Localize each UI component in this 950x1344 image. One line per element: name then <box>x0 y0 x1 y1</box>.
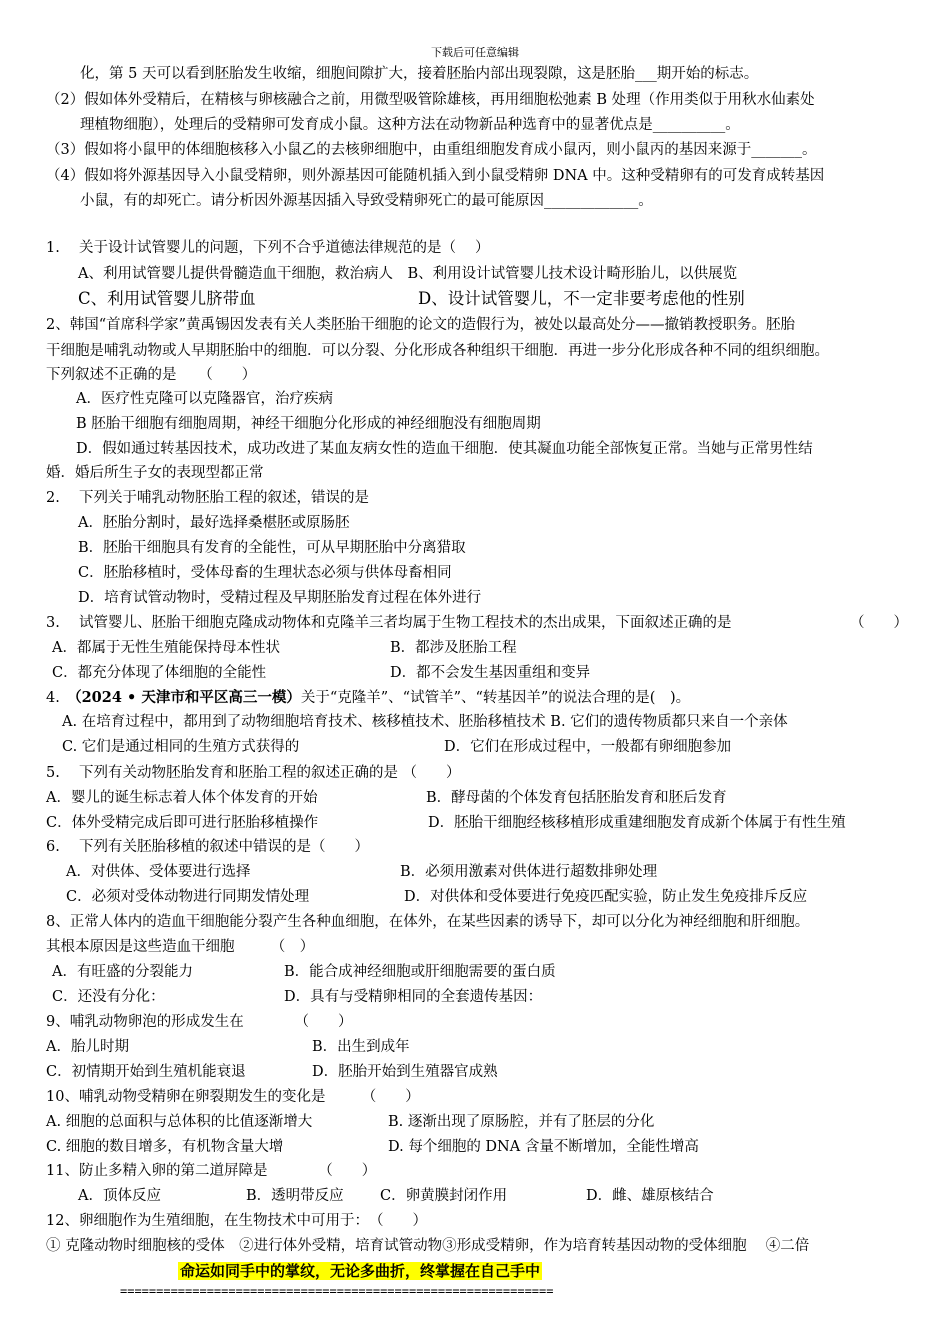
q3-stem: 3. 试管婴儿、胚胎干细胞克隆成动物体和克隆羊三者均属于生物工程技术的杰出成果，下面叙述正确的是 <box>46 615 732 631</box>
q9-option-b: B．出生到成年 <box>312 1039 410 1055</box>
q2a-option-b: B 胚胎干细胞有细胞周期，神经干细胞分化形成的神经细胞没有细胞周期 <box>76 416 541 432</box>
prev-line-2a: （2）假如体外受精后，在精核与卵核融合之前，用微型吸管除雄核，再用细胞松弛素 B 处理（作用类似于用秋水仙素处 <box>46 92 815 108</box>
q10-option-b: B. 逐渐出现了原肠腔，并有了胚层的分化 <box>388 1114 655 1130</box>
q9-option-a: A．胎儿时期 <box>46 1039 129 1055</box>
q3-option-b: B．都涉及胚胎工程 <box>390 640 517 656</box>
prev-line-1: 化，第 5 天可以看到胚胎发生收缩，细胞间隙扩大，接着胚胎内部出现裂隙，这是胚胎___期开始的标志。 <box>80 66 759 82</box>
q4-option-d: D．它们在形成过程中，一般都有卵细胞参加 <box>444 739 732 755</box>
q2a-option-d2: 婚．婚后所生子女的表现型都正常 <box>46 465 264 481</box>
q5-option-b: B．酵母菌的个体发育包括胚胎发育和胚后发育 <box>426 790 727 806</box>
q2b-option-c: C．胚胎移植时，受体母畜的生理状态必须与供体母畜相同 <box>78 565 452 581</box>
q1-stem: 1. 关于设计试管婴儿的问题，下列不合乎道德法律规范的是（ ） <box>46 240 490 256</box>
q2a-stem-3: 下列叙述不正确的是 （ ） <box>46 367 257 383</box>
q1-option-d: D、设计试管婴儿，不一定非要考虑他的性别 <box>418 289 745 308</box>
q9-option-d: D．胚胎开始到生殖器官成熟 <box>312 1064 498 1080</box>
q6-stem: 6. 下列有关胚胎移植的叙述中错误的是（ ） <box>46 839 369 855</box>
q6-option-a: A．对供体、受体要进行选择 <box>66 864 251 880</box>
q2b-option-d: D．培育试管动物时，受精过程及早期胚胎发育过程在体外进行 <box>78 590 482 606</box>
q12-stem: 12、卵细胞作为生殖细胞，在生物技术中可用于： （ ） <box>46 1213 427 1229</box>
q10-option-c: C. 细胞的数目增多，有机物含量大增 <box>46 1139 284 1155</box>
q11-option-d: D．雌、雄原核结合 <box>586 1188 714 1204</box>
q3-option-c: C．都充分体现了体细胞的全能性 <box>52 665 267 681</box>
q8-option-d: D．具有与受精卵相同的全套遗传基因： <box>284 989 543 1005</box>
q1-options-ab: A、利用试管婴儿提供骨髓造血干细胞，救治病人 B、利用设计试管婴儿技术设计畸形胎儿，以供展览 <box>78 266 738 282</box>
prev-line-4b: 小鼠，有的却死亡。请分析因外源基因插入导致受精卵死亡的最可能原因_____________。 <box>80 193 653 209</box>
q4-number: 4. <box>46 690 75 706</box>
q10-option-a: A. 细胞的总面积与总体积的比值逐渐增大 <box>46 1114 313 1130</box>
prev-line-4a: （4）假如将外源基因导入小鼠受精卵，则外源基因可能随机插入到小鼠受精卵 DNA 中。这种受精卵有的可发育成转基因 <box>46 168 825 184</box>
q3-option-d: D．都不会发生基因重组和变异 <box>390 665 591 681</box>
footer-separator: ============================================================ <box>120 1284 554 1298</box>
q9-stem: 9、哺乳动物卵泡的形成发生在 （ ） <box>46 1014 353 1030</box>
q2b-stem: 2. 下列关于哺乳动物胚胎工程的叙述，错误的是 <box>46 490 369 506</box>
q4-line <box>46 688 690 708</box>
q11-stem: 11、防止多精入卵的第二道屏障是 （ ） <box>46 1163 377 1179</box>
q2a-stem-1: 2、韩国“首席科学家”黄禹锡因发表有关人类胚胎干细胞的论文的造假行为，被处以最高处分——撤销教授职务。胚胎 <box>46 317 796 333</box>
q2a-option-d1: D．假如通过转基因技术，成功改进了某血友病女性的造血干细胞．使其凝血功能全部恢复正常。当她与正常男性结 <box>76 441 813 457</box>
q10-stem: 10、哺乳动物受精卵在卵裂期发生的变化是 （ ） <box>46 1089 420 1105</box>
q8-option-c: C．还没有分化： <box>52 989 165 1005</box>
q3-option-a: A．都属于无性生殖能保持母本性状 <box>52 640 280 656</box>
q4-stem: 关于“克隆羊”、“试管羊”、“转基因羊”的说法合理的是( )。 <box>300 690 691 706</box>
prev-line-2b: 理植物细胞），处理后的受精卵可发育成小鼠。这种方法在动物新品种选育中的显著优点是__________。 <box>80 117 740 133</box>
q3-answer-paren: （ ） <box>850 615 908 631</box>
q2b-option-a: A．胚胎分割时，最好选择桑椹胚或原肠胚 <box>78 515 350 531</box>
footer-motto-text: 命运如同手中的掌纹，无论多曲折，终掌握在自己手中 <box>180 1262 541 1280</box>
q8-stem-2: 其根本原因是这些造血干细胞 （ ） <box>46 939 315 955</box>
q6-option-c: C．必须对受体动物进行同期发情处理 <box>66 889 310 905</box>
q11-option-b: B．透明带反应 <box>246 1188 344 1204</box>
q5-option-d: D．胚胎干细胞经核移植形成重建细胞发育成新个体属于有性生殖 <box>428 815 846 831</box>
q11-option-c: C．卵黄膜封闭作用 <box>380 1188 508 1204</box>
q4-option-c: C. 它们是通过相同的生殖方式获得的 <box>62 739 300 755</box>
page-header: 下载后可任意编辑 <box>431 46 519 59</box>
q10-option-d: D. 每个细胞的 DNA 含量不断增加，全能性增高 <box>388 1139 699 1155</box>
q6-option-b: B．必须用激素对供体进行超数排卵处理 <box>400 864 658 880</box>
q2b-option-b: B．胚胎干细胞具有发育的全能性，可从早期胚胎中分离猎取 <box>78 540 466 556</box>
q2a-stem-2: 干细胞是哺乳动物或人早期胚胎中的细胞．可以分裂、分化形成各种组织干细胞．再进一步分化形成各种不同的组织细胞。 <box>46 343 829 359</box>
q11-option-a: A．顶体反应 <box>78 1188 161 1204</box>
q8-stem-1: 8、正常人体内的造血干细胞能分裂产生各种血细胞，在体外，在某些因素的诱导下，却可以分化为神经细胞和肝细胞。 <box>46 914 810 930</box>
q8-option-a: A．有旺盛的分裂能力 <box>52 964 193 980</box>
q9-option-c: C．初情期开始到生殖机能衰退 <box>46 1064 246 1080</box>
q8-option-b: B．能合成神经细胞或肝细胞需要的蛋白质 <box>284 964 556 980</box>
q12-options: ① 克隆动物时细胞核的受体 ②进行体外受精，培育试管动物③形成受精卵，作为培育转基因动物的受体细胞 ④二倍 <box>46 1238 810 1254</box>
q2a-option-a: A．医疗性克隆可以克隆器官，治疗疾病 <box>76 391 333 407</box>
q5-stem: 5. 下列有关动物胚胎发育和胚胎工程的叙述正确的是 （ ） <box>46 765 461 781</box>
q4-source: （2024 • 天津市和平区高三一模） <box>74 689 301 706</box>
q6-option-d: D．对供体和受体要进行免疫匹配实验，防止发生免疫排斥反应 <box>404 889 808 905</box>
q5-option-c: C．体外受精完成后即可进行胚胎移植操作 <box>46 815 319 831</box>
q5-option-a: A．婴儿的诞生标志着人体个体发育的开始 <box>46 790 318 806</box>
footer-motto <box>178 1261 542 1282</box>
q1-option-c: C、利用试管婴儿脐带血 <box>78 289 256 308</box>
q4-options-ab: A. 在培育过程中，都用到了动物细胞培育技术、核移植技术、胚胎移植技术 B. 它们的遗传物质都只来自一个亲体 <box>62 714 788 730</box>
prev-line-3: （3）假如将小鼠甲的体细胞核移入小鼠乙的去核卵细胞中，由重组细胞发育成小鼠丙，则小鼠丙的基因来源于_______。 <box>46 142 817 158</box>
